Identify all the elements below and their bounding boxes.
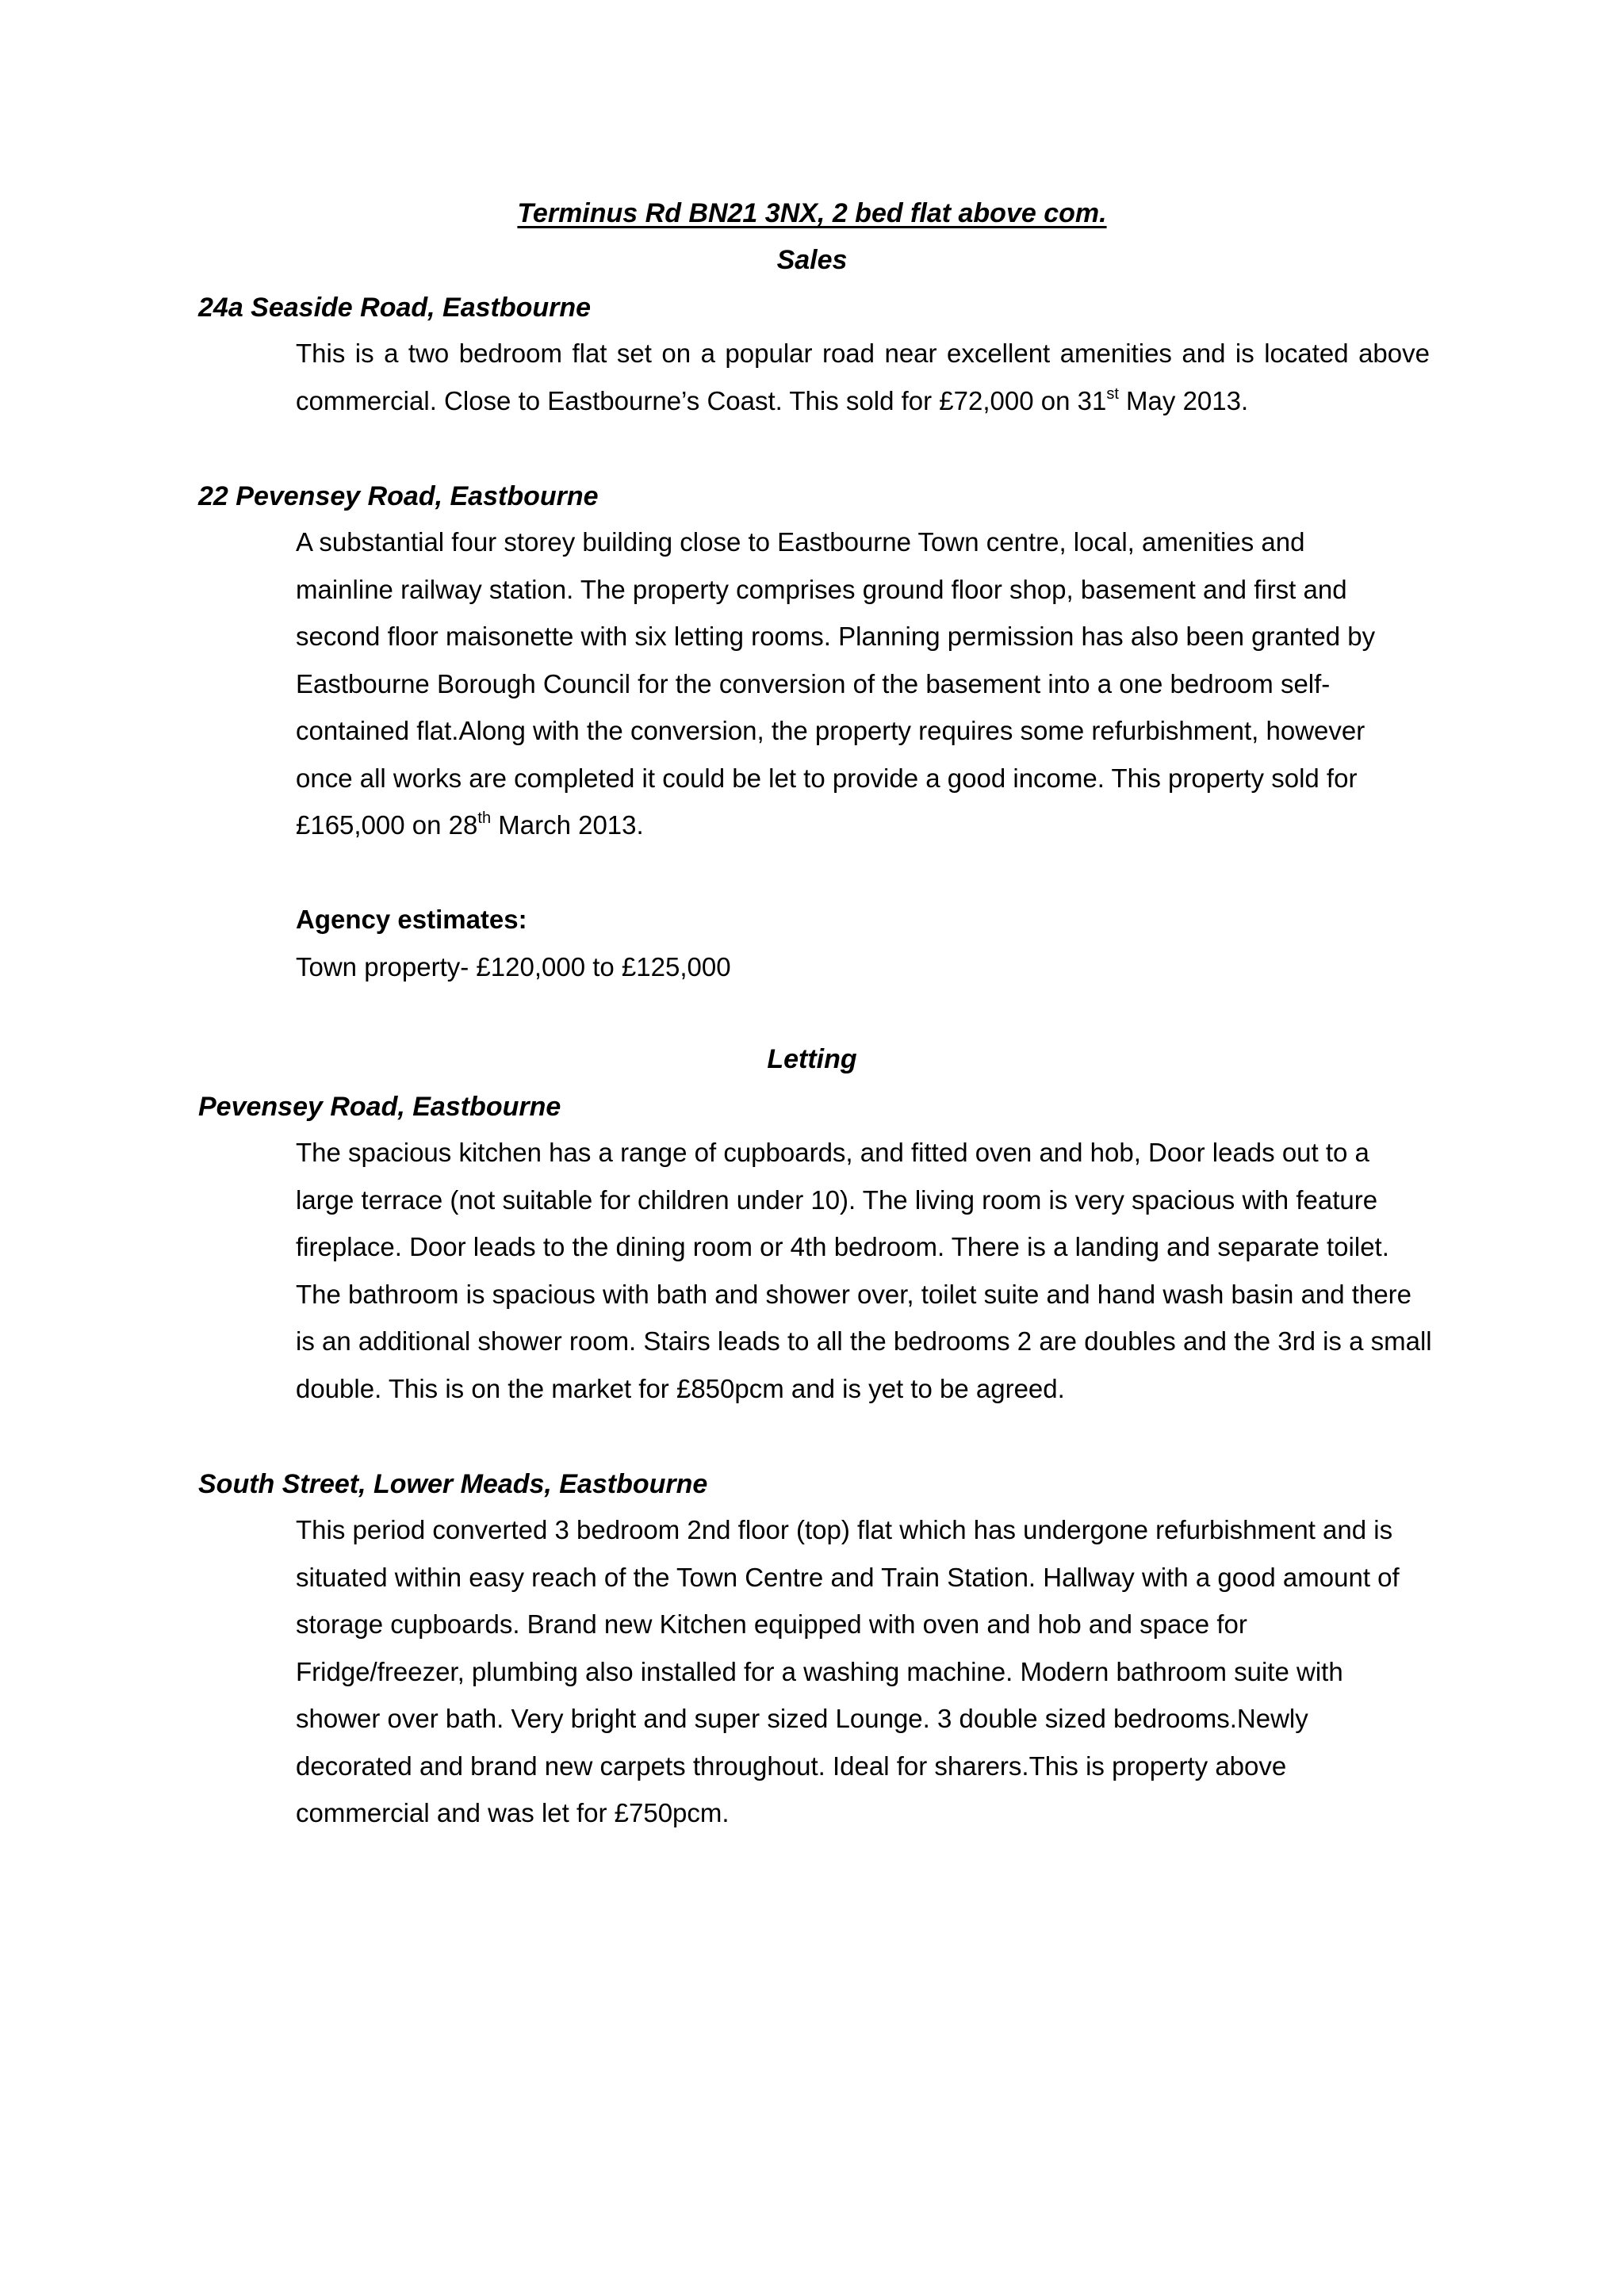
seaside-road-heading: 24a Seaside Road, Eastbourne <box>198 293 592 323</box>
pevensey-22-heading: 22 Pevensey Road, Eastbourne <box>198 481 599 511</box>
south-street-heading: South Street, Lower Meads, Eastbourne <box>198 1469 708 1499</box>
pevensey-letting-description: The spacious kitchen has a range of cupboards, and fitted oven and hob, Door leads out to a large terrace (not suitable for children under 10). The living room is very spacious with feature fireplace. Door leads to the dining room or 4th bedroom. There is a landing and separate toilet. The bathroom is spacious with bath and shower over, toilet suite and hand wash basin and there is an additional shower room. Stairs leads to all the bedrooms 2 are doubles and the 3rd is a small double. This is on the market for £850pcm and is yet to be agreed. <box>296 1138 1432 1403</box>
seaside-text-part-2: May 2013. <box>1118 385 1249 415</box>
seaside-date-suffix: st <box>1106 385 1119 403</box>
pevensey-22-date-suffix: th <box>477 809 492 827</box>
pevensey-letting-heading: Pevensey Road, Eastbourne <box>198 1092 561 1122</box>
sales-heading: Sales <box>776 245 848 275</box>
letting-heading: Letting <box>767 1044 857 1074</box>
agency-estimates <box>296 896 1430 990</box>
south-street-description: This period converted 3 bedroom 2nd floor (top) flat which has undergone refurbishment and is situated within easy reach of the Town Centre and Train Station. Hallway with a good amount of storage cupboards. Brand new Kitchen equipped with oven and hob and space for Fridge/freezer, plumbing also installed for a washing machine. Modern bathroom suite with shower over bath. Very bright and super sized Lounge. 3 double sized bedrooms.Newly decorated and brand new carpets throughout. Ideal for sharers.This is property above commercial and was let for £750pcm. <box>296 1515 1400 1827</box>
pevensey-22-text-part-2: March 2013. <box>491 810 644 840</box>
pevensey-22-text-part-1: A substantial four storey building close to Eastbourne Town centre, local, amenities and mainline railway station. The property comprises ground floor shop, basement and first and second floor maisonette with six letting rooms. Planning permission has also been granted by Eastbourne Borough Council for the conversion of the basement into a one bedroom self-contained flat.Along with the conversion, the property requires some refurbishment, however once all works are completed it could be let to provide a good income. This property sold for £165,000 on 28 <box>296 527 1376 840</box>
seaside-road-description <box>296 330 1430 424</box>
pevensey-22-description <box>296 519 1406 849</box>
agency-estimates-label: Agency estimates: <box>296 905 527 934</box>
seaside-text-part-1: This is a two bedroom flat set on a popular road near excellent amenities and is located above commercial. Close to Eastbourne’s Coast. This sold for £72,000 on 31 <box>296 339 1430 415</box>
agency-estimates-value: Town property- £120,000 to £125,000 <box>296 951 731 982</box>
document-title: Terminus Rd BN21 3NX, 2 bed flat above com. <box>517 198 1107 228</box>
